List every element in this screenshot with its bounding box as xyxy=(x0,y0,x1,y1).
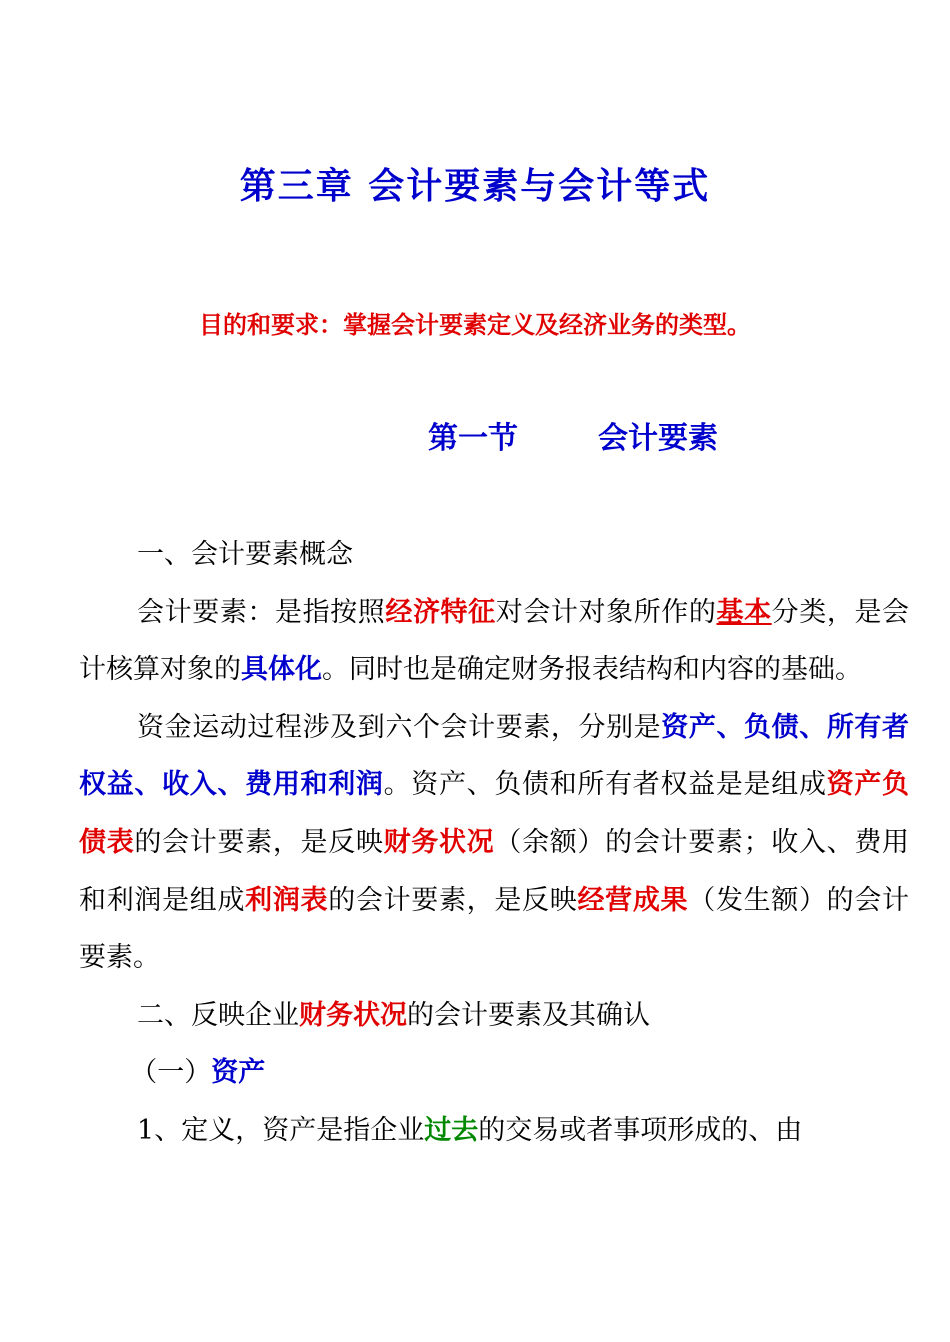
heading-assets xyxy=(79,1044,909,1102)
heading-financial-position-elements xyxy=(79,987,909,1045)
text-run: 的会计要素，是反映 xyxy=(328,884,578,916)
highlight-income-statement: 利润表 xyxy=(245,884,329,916)
paragraph-asset-definition xyxy=(79,1102,909,1160)
heading-concept: 一、会计要素概念 xyxy=(137,539,354,570)
highlight-balance-sheet: 资产负债表 xyxy=(79,769,910,858)
chapter-title: 第三章 会计要素与会计等式 xyxy=(239,165,711,207)
paragraph-six-elements xyxy=(79,699,909,987)
highlight-past: 过去 xyxy=(424,1114,479,1146)
text-run: 的会计要素及其确认 xyxy=(407,999,651,1031)
highlight-financial-position: 财务状况 xyxy=(299,999,408,1031)
text-run: 。资产、负债和所有者权益是是组成 xyxy=(383,769,827,801)
text-run: （发生额）的会计要素。 xyxy=(79,884,910,974)
section-number: 第一节 xyxy=(428,421,518,456)
text-run: 分类，是会计核算对象的 xyxy=(79,596,910,686)
highlight-economic-features: 经济特征 xyxy=(385,596,496,628)
text-run: 会计要素：是指按照 xyxy=(137,596,386,628)
paragraph-definition xyxy=(79,584,909,699)
section-title xyxy=(428,416,718,462)
text-run: 的交易或者事项形成的、由 xyxy=(478,1114,803,1146)
text-run: 1、定义，资产是指企业 xyxy=(137,1114,425,1146)
highlight-financial-position: 财务状况 xyxy=(383,826,495,858)
section-name: 会计要素 xyxy=(598,421,718,456)
highlight-concretization: 具体化 xyxy=(241,654,322,686)
text-run: 。同时也是确定财务报表结构和内容的基础。 xyxy=(322,654,862,686)
objective-statement: 目的和要求：掌握会计要素定义及经济业务的类型。 xyxy=(199,310,751,339)
text-run: （余额）的会计要素；收入、费用和利润是组成 xyxy=(79,826,910,916)
highlight-basic: 基本 xyxy=(716,596,772,628)
text-run: 资金运动过程涉及到六个会计要素，分别是 xyxy=(137,711,662,743)
body-text xyxy=(79,526,909,1160)
highlight-operating-results: 经营成果 xyxy=(577,884,689,916)
highlight-six-elements: 资产、负债、所有者权益、收入、费用和利润 xyxy=(79,711,910,801)
text-run: 对会计对象所作的 xyxy=(495,596,717,628)
text-run: 二、反映企业 xyxy=(137,999,300,1031)
text-run: （一） xyxy=(130,1057,212,1089)
highlight-assets: 资产 xyxy=(211,1057,266,1089)
text-run: 的会计要素，是反映 xyxy=(134,826,384,858)
